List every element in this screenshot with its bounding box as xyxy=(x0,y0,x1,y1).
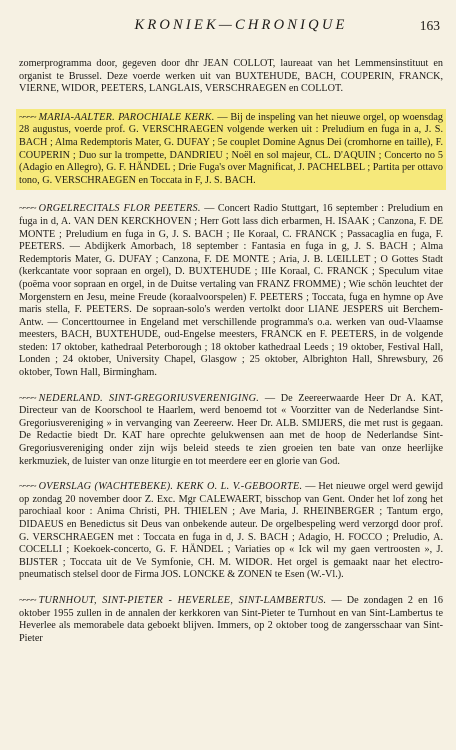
section-body: — Concert Radio Stuttgart, 16 september : Preludium en fuga in d, A. VAN DEN KERCKHOVEN ; Herr Gott lass dich erbarmen, H. ISAAK ; Canzona, F. DE MONTE ; Preludium en fuga in G, J. S. BACH ; IIe Koraal, C. FRANCK ; Passacaglia en fuga, F. PEETERS. — Abdijkerk Amorbach, 18 september : Fantasia en fuga in g, J. S. BACH ; Alma Redemptoris Mater, G. DUFAY ; Canzona, F. DE MONTE ; Aria, J. B. LŒILLET ; O Gottes Stadt (kerkcantate voor sopraan en orgel), D. BUXTEHUDE ; IIIe Koraal, C. FRANCK ; Speculum vitae (poëma voor sopraan en orgel, in de Duitse vertaling van FRANZ FROMME) ; Wie schön leuchtet der Morgenstern en Jesu, meine Freude (koraalvoorspelen) F. PEETERS ; Toccata, fuga en hymne op Ave maris stella, F. PEETERS. De sopraan-solo's werden vertolkt door LIANE JESPERS uit Berchem-Antw. — Concerttournee in Engeland met verschillende programma's o.a. werken van oud-Vlaamse meesters, BACH, BUXTEHUDE, oud-Engelse meesters, FRANCK en F. PEETERS, in de volgende steden: 17 oktober, kathedraal Peterborough ; 18 oktober kathedraal Leeds ; 19 oktober, Festival Hall, Londen ; 24 oktober, University Chapel, Glasgow ; 25 oktober, Albrighton Hall, Shrewsbury, 26 oktober, Town Hall, Birmingham. xyxy=(19,203,443,379)
section-heading: OVERSLAG (WACHTEBEKE). KERK O. L. V.-GEBOORTE. xyxy=(38,481,303,493)
section-heading: MARIA-AALTER. PAROCHIALE KERK. xyxy=(38,111,215,123)
section-heading: ORGELRECITALS FLOR PEETERS. xyxy=(38,203,201,215)
page-header xyxy=(40,17,442,37)
intro-paragraph: zomerprogramma door, gegeven door dhr JEAN COLLOT, laureaat van het Lemmensinstituut en organist te Brussel. Deze voerde werken uit van BUXTEHUDE, BACH, COUPERIN, FRANCK, VIERNE, WIDOR, PEETERS, LANGLAIS, VERSCHRAEGEN en COLLOT. xyxy=(19,58,443,95)
section-overslag xyxy=(19,481,443,582)
article-column xyxy=(19,58,443,645)
section-orgelrecitals xyxy=(19,203,443,379)
section-nederland xyxy=(19,393,443,469)
swash-ornament: ~~~~ xyxy=(19,595,36,606)
running-title: KRONIEK—CHRONIQUE xyxy=(134,17,348,33)
section-body: — De Zeereerwaarde Heer Dr A. KAT, Directeur van de Koorschool te Haarlem, werd benoemd tot « Voorzitter van de Nederlandse Sint-Gregoriusvereniging » in vervanging van Zeereerw. Heer Dr. ALB. SMIJERS, die met rust is gegaan. De Redactie biedt Dr. KAT hare oprechte gelukwensen aan met de hoop de Nederlandse Sint-Gregoriusvereniging onder zijn wijs beleid steeds te zien groeien ten bate van onze heerlijke kerkmuziek, de luister van onze liturgie en tot meerdere eer en glorie van God. xyxy=(19,392,443,467)
section-body: — Het nieuwe orgel werd gewijd op zondag 20 november door Z. Exc. Mgr CALEWAERT, bisschop van Gent. Onder het lof zong het parochiaal koor : Anima Christi, PH. THIELEN ; Ave Maria, J. RHEINBERGER ; Tantum ergo, DIDAEUS en Benedictus sit Deus van onbekende auteur. De orgelbespeling werd verzorgd door prof. G. VERSCHRAEGEN met : Toccata en fuga in d, J. S. BACH ; Adagio, H. FOCCO ; Preludio, A. COCELLI ; Koekoek-concerto, G. F. HÄNDEL ; Variaties op « Ick wil my gaen vertroosten », J. BIJSTER ; Toccata uit de Ve Symfonie, CH. M. WIDOR. Het orgel is gemaakt naar het electro-pneumatisch stelsel door de Firma JOS. LONCKE & ZONEN te Esen (W.-Vl.). xyxy=(19,481,443,581)
swash-ornament: ~~~~ xyxy=(19,393,36,404)
swash-ornament: ~~~~ xyxy=(19,112,36,123)
section-heading: TURNHOUT, SINT-PIETER - HEVERLEE, SINT-LAMBERTUS. xyxy=(38,594,327,606)
page-number: 163 xyxy=(419,18,440,33)
section-body: — Bij de inspeling van het nieuwe orgel, op woensdag 28 augustus, voerde prof. G. VERSCHRAEGEN volgende werken uit : Preludium en fuga in a, J. S. BACH ; Alma Redemptoris Mater, G. DUFAY ; 5e couplet Domine Agnus Dei (cromhorne en taille), F. COUPERIN ; Duo sur la trompette, DANDRIEU ; Noël en sol majeur, CL. D'AQUIN ; Concerto no 5 (Adagio en Allegro), G. F. HÄNDEL ; Drie Fuga's over Magnificat, J. PACHELBEL ; Partita per ottavo tono, G. VERSCHRAEGEN en Toccata in F, J. S. BACH. xyxy=(19,111,443,186)
section-heading: NEDERLAND. SINT-GREGORIUSVERENIGING. xyxy=(38,392,260,404)
section-turnhout xyxy=(19,595,443,645)
section-body: — De zondagen 2 en 16 oktober 1955 zullen in de annalen der kerkkoren van Sint-Pieter te Turnhout en van Sint-Lambertus te Heverlee als memorabele data geboekt blijven. Immers, op 2 oktober toog de zangersschaar van Sint-Pieter xyxy=(19,594,443,644)
swash-ornament: ~~~~ xyxy=(19,482,36,493)
swash-ornament: ~~~~ xyxy=(19,204,36,215)
section-maria-aalter xyxy=(16,109,446,191)
